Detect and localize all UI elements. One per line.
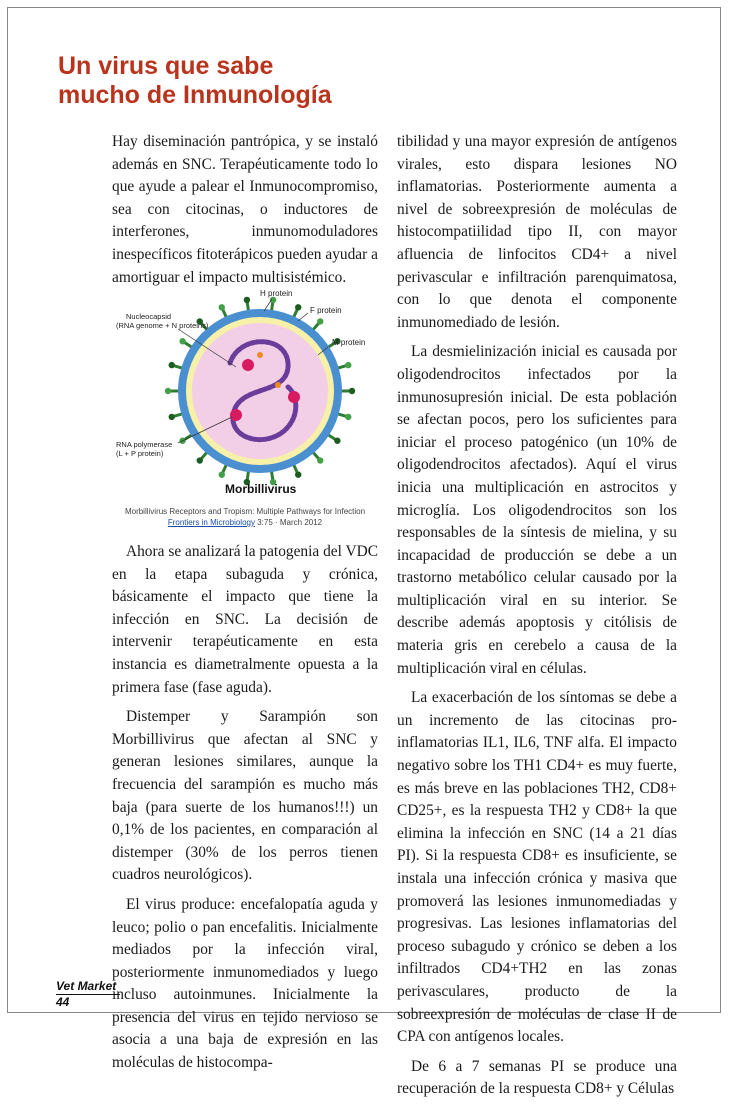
spike-head xyxy=(169,414,175,420)
label-virus-name: Morbillivirus xyxy=(225,482,297,496)
spike-head xyxy=(219,304,225,310)
paragraph: El virus produce: encefalopatía aguda y leuco; polio o pan encefalitis. Inicialmente mediados por la infección viral, posteriormente inmunomediados y luego incluso autoinmunes. Inicialmente la presencia del virus en tejido nervioso se asocia a una baja de expresión en las moléculas de histocompa- xyxy=(112,895,378,1072)
label-rna-polymerase: RNA polymerase xyxy=(116,440,173,449)
paragraph: Ahora se analizará la patogenia del VDC en la etapa subaguda y crónica, básicamente el impacto que tiene la infección en SNC. La decisión de intervenir terapéuticamente en esta instancia es diametralmente opuesta a la primera fase (fase aguda). xyxy=(112,543,378,696)
title-line-1: Un virus que sabe xyxy=(58,52,274,80)
column-1-top xyxy=(112,131,378,296)
caption-title: Morbillivirus Receptors and Tropism: Multiple Pathways for Infection xyxy=(124,507,366,516)
leader-f-protein xyxy=(298,313,308,321)
paragraph: tibilidad y una mayor expresión de antígenos virales, esto dispara lesiones NO inflamatorias. Posteriormente aumenta a nivel de sobreexpresión de moléculas de histocompatiilidad tipo II, con mayor afluencia de linfocitos CD4+ a nivel perivascular e infiltración parenquimatosa, con lo que denota el componente inmunomediado de lesión. xyxy=(397,133,677,331)
label-nucleocapsid: Nucleocapsid xyxy=(126,312,172,321)
paragraph: La exacerbación de los síntomas se debe a un incremento de las citocinas pro-inflamatorias IL1, IL6, TNF alfa. El impacto negativo sobre los TH1 CD4+ es muy fuerte, es más breve en las poblaciones TH2, CD8+ CD25+, es la respuesta TH2 y CD8+ la que elimina la infección en SNC (14 a 21 días PI). Si la respuesta CD8+ es insuficiente, se instala una infección crónica y masiva que promoverá las lesiones inmunomediadas y progresivas. Las lesiones inflamatorias del proceso subagudo y crónico se deben a los infiltrados CD4+TH2 en las zonas perivasculares, producto de la sobreexpresión de moléculas de clase II de CPA con antígenos locales. xyxy=(397,689,677,1046)
polymerase-dot xyxy=(257,352,263,358)
label-h-protein: H protein xyxy=(260,289,293,298)
paragraph: La desmielinización inicial es causada por oligodendrocitos infectados por la inmunosupresión inicial. De esta población se afectan pocos, pero los suficientes para iniciar el proceso patogénico (un 10% de oligodendrocitos afectados). Aquí el virus inicia una multiplicación en astrocitos y microglía. Los oligodendrocitos son los responsables de la síntesis de mielina, y su incapacidad de producción se debe a un trastorno metabólico celular causado por la multiplicación viral en su interior. Se describe además apoptosis y citólisis de materia gris en cerebelo a causa de la multiplicación viral en células. xyxy=(397,343,677,677)
paragraph: De 6 a 7 semanas PI se produce una recuperación de la respuesta CD8+ y Células xyxy=(397,1057,677,1098)
spike-head xyxy=(295,304,301,310)
caption-journal-link[interactable]: Frontiers in Microbiology xyxy=(167,518,255,527)
spike-head xyxy=(219,471,225,477)
spike-head xyxy=(295,471,301,477)
label-rna-polymerase-detail: (L + P protein) xyxy=(116,449,164,458)
spike-head xyxy=(244,297,250,303)
spike-head xyxy=(197,457,203,463)
page-footer xyxy=(56,980,120,1009)
spike-head xyxy=(345,362,351,368)
spike-head xyxy=(165,388,171,394)
label-nucleocapsid-detail: (RNA genome + N proteins) xyxy=(116,321,209,330)
page-number: 44 xyxy=(56,995,70,1009)
figure-caption xyxy=(112,506,378,528)
polymerase-dot xyxy=(275,382,281,388)
title-line-2: mucho de Inmunología xyxy=(58,81,332,109)
caption-issue: 3:75 · March 2012 xyxy=(254,518,323,527)
column-2 xyxy=(397,131,677,1108)
label-f-protein: F protein xyxy=(310,306,342,315)
rna-polymerase-complex xyxy=(288,391,300,403)
spike-head xyxy=(317,457,323,463)
spike-head xyxy=(317,318,323,324)
article-title xyxy=(58,52,398,110)
spike-head xyxy=(345,414,351,420)
morbillivirus-diagram xyxy=(112,285,378,501)
magazine-name: Vet Market xyxy=(56,979,117,993)
spike-head xyxy=(169,362,175,368)
spike-head xyxy=(349,388,355,394)
label-m-protein: M protein xyxy=(332,338,366,347)
rna-polymerase-complex xyxy=(242,359,254,371)
spike-head xyxy=(334,438,340,444)
paragraph: Distemper y Sarampión son Morbillivirus que afectan al SNC y generan lesiones similares, aunque la frecuencia del sarampión es mucho más baja (para suerte de los humanos!!!) un 0,1% de los pacientes, en comparación al distemper (30% de los perros tienen cuadros neurológicos). xyxy=(112,708,378,884)
caption-source xyxy=(112,517,378,528)
rna-polymerase-complex xyxy=(230,409,242,421)
column-1-bottom xyxy=(112,541,378,1082)
spike-head xyxy=(179,338,185,344)
paragraph: Hay diseminación pantrópica, y se instaló además en SNC. Terapéuticamente todo lo que ayude a palear el Inmunocompromiso, sea con citocinas, o inductores de interferones, inmunomoduladores inespecíficos fitoterápicos pueden ayudar a amortiguar el impacto multisistémico. xyxy=(112,133,378,286)
